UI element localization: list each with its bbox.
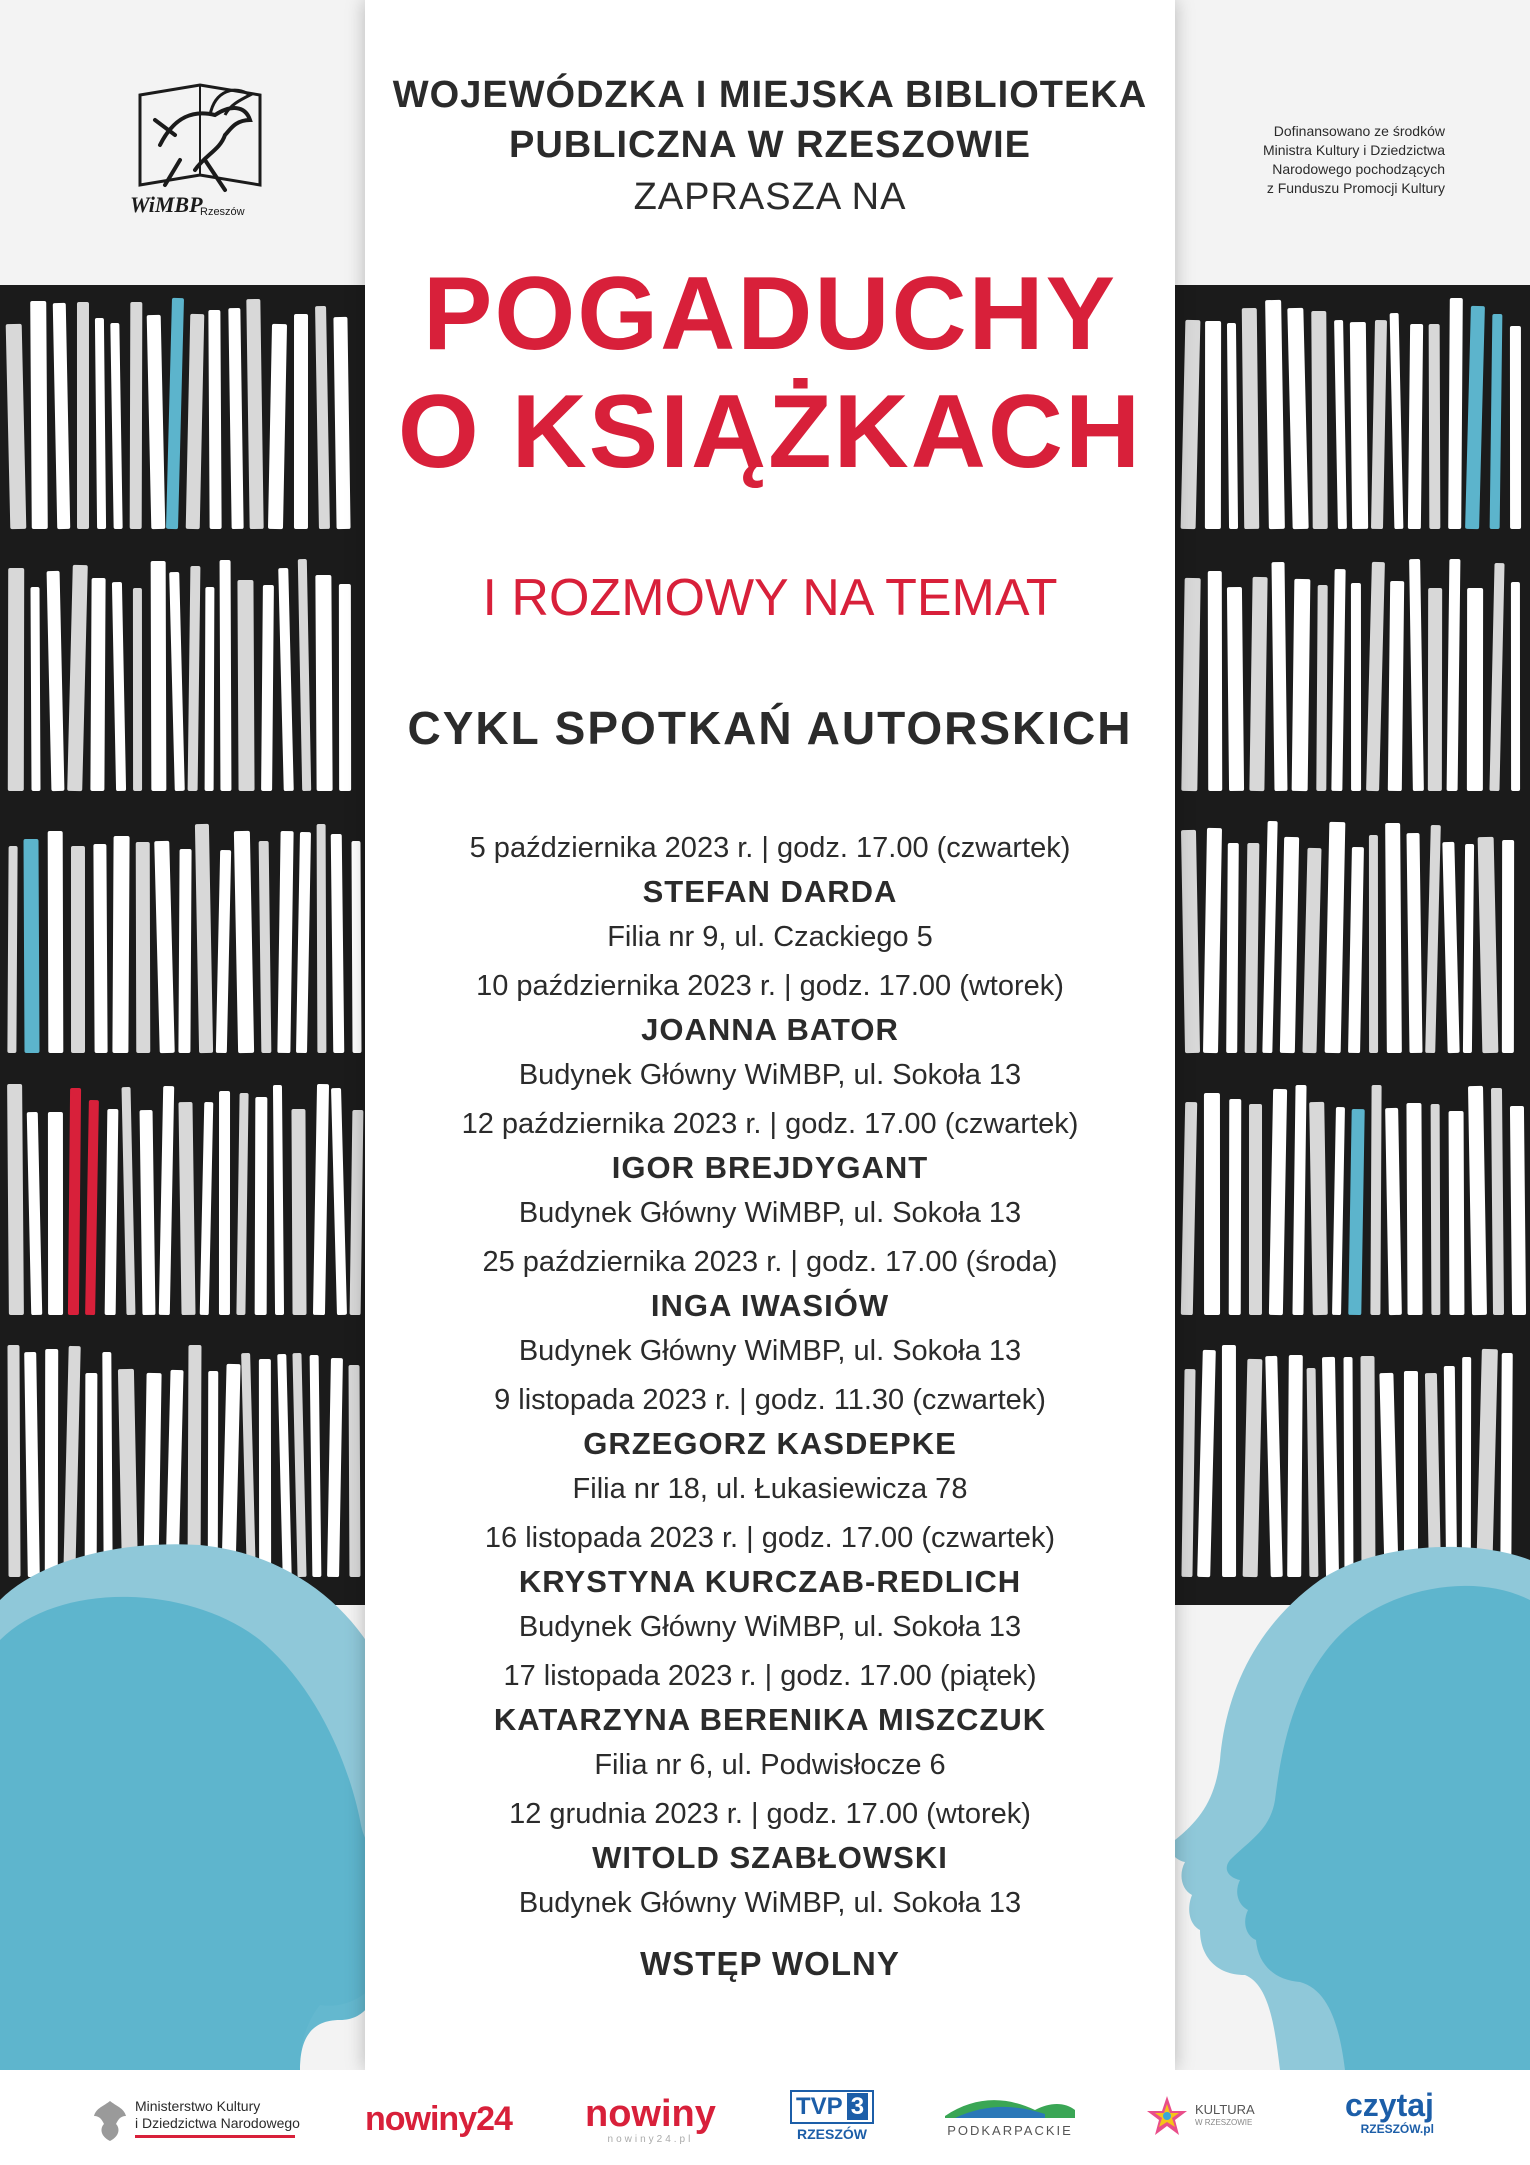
event-place: Budynek Główny WiMBP, ul. Sokoła 13 [518,1197,1022,1229]
event-author: INGA IWASIÓW [650,1288,890,1323]
nowiny-logo-sub: nowiny24.pl [607,2134,694,2145]
book-spine [112,582,126,791]
book-spine [1265,300,1285,529]
event-author: KATARZYNA BERENIKA MISZCZUK [493,1702,1047,1737]
nowiny24-logo: nowiny24 [365,2100,512,2138]
book-spine [1385,823,1402,1053]
funding-line: z Funduszu Promocji Kultury [1266,180,1445,196]
book-spine [1280,837,1299,1053]
book-spine [7,1345,20,1577]
book-spine [48,1112,63,1315]
book-spine [277,1354,291,1577]
book-spine [1181,1369,1195,1577]
event-date: 12 grudnia 2023 r. | godz. 17.00 (wtorek) [509,1798,1031,1830]
book-spine [246,299,263,529]
event-author: JOANNA BATOR [641,1012,899,1047]
book-spine [237,580,254,791]
event-place: Filia nr 6, ul. Podwisłocze 6 [594,1749,946,1781]
book-spine [130,302,143,529]
book-spine [1292,579,1311,791]
book-spine [1502,840,1514,1053]
podkarpackie-text: PODKARPACKIE [947,2123,1073,2138]
event-place: Filia nr 9, ul. Czackiego 5 [607,921,933,953]
wimbp-logo-sub: Rzeszów [200,206,245,218]
book-spine [1309,1102,1328,1315]
book-spine [310,1355,322,1577]
event-date: 9 listopada 2023 r. | godz. 11.30 (czwartek) [494,1384,1046,1416]
book-spine [351,841,361,1053]
book-spine [1478,837,1499,1053]
event-item [365,826,1175,964]
book-spine [48,831,64,1053]
title-line: O KSIĄŻKACH [397,374,1143,490]
book-spine [1490,314,1503,529]
book-spine [1360,1356,1375,1577]
event-author: KRYSTYNA KURCZAB-REDLICH [518,1564,1022,1599]
book-spine [349,1365,361,1577]
tvp3-logo [790,2090,874,2142]
book-spine [186,314,205,529]
event-date: 16 listopada 2023 r. | godz. 17.00 (czwartek) [484,1522,1056,1554]
book-spine [7,1084,24,1315]
event-item [365,1102,1175,1240]
book-spine [1467,588,1483,791]
book-spine [23,839,39,1053]
book-spine [1366,562,1385,791]
book-spine [1442,842,1459,1053]
book-spine [220,560,232,791]
book-spine [234,831,254,1053]
book-spine [1511,582,1520,791]
event-title [365,255,1175,491]
book-spine [1245,843,1260,1053]
tvp-number: 3 [847,2093,868,2120]
event-place: Budynek Główny WiMBP, ul. Sokoła 13 [518,1887,1022,1919]
book-spine [1425,825,1441,1053]
book-spine [331,1088,347,1315]
book-spine [1350,322,1368,529]
book-spine [27,1112,42,1315]
ministry-line: Ministerstwo Kultury [135,2098,261,2114]
book-spine [1465,306,1485,529]
book-spine [313,1084,329,1315]
book-spine [133,588,142,791]
book-spine [317,824,327,1053]
book-spine [105,1109,119,1315]
book-spine [1292,1085,1306,1315]
series-heading: CYKL SPOTKAŃ AUTORSKICH [407,702,1133,754]
funding-line: Ministra Kultury i Dziedzictwa [1262,142,1445,158]
book-spine [259,841,272,1053]
book-spine [166,298,184,529]
book-spine [169,572,185,791]
book-spine [178,1102,195,1315]
book-spine [195,824,213,1053]
book-spine [1227,587,1244,791]
book-spine [102,1352,112,1577]
funding-line: Dofinansowano ze środków [1273,123,1445,139]
book-spine [1406,1103,1422,1315]
book-spine [95,318,106,529]
book-spine [1265,1356,1283,1577]
book-spine [315,575,332,791]
book-spine [1325,822,1346,1053]
event-date: 25 października 2023 r. | godz. 17.00 (środa) [482,1246,1058,1278]
book-spine [294,314,308,529]
book-spine [1334,320,1347,529]
kultura-sub: W RZESZOWIE [1195,2118,1253,2127]
organizer-line: WOJEWÓDZKA I MIEJSKA BIBLIOTEKA [392,74,1148,116]
event-place: Budynek Główny WiMBP, ul. Sokoła 13 [518,1335,1022,1367]
book-spine [1249,577,1267,791]
book-spine [298,559,311,791]
book-spine [1510,1106,1526,1315]
book-spine [1428,588,1442,791]
wimbp-logo-text: WiMBP [130,192,203,217]
event-item [365,1654,1175,1792]
book-spine [1463,844,1474,1053]
book-spine [1489,563,1504,791]
book-spine [1408,324,1423,529]
book-spine [24,1352,40,1577]
book-spine [1371,320,1387,529]
book-spine [31,587,41,791]
nowiny-logo [585,2094,716,2145]
book-spine [1242,308,1259,529]
book-spine [1311,311,1327,529]
podkarpackie-hills-icon [945,2096,1075,2118]
book-spine [1431,1104,1441,1315]
czytaj-text: czytaj [1345,2087,1434,2123]
book-spine [296,832,311,1053]
book-spine [1491,1088,1504,1315]
book-spine [1348,1109,1364,1315]
book-spine [1388,581,1404,791]
event-date: 17 listopada 2023 r. | godz. 17.00 (piątek) [503,1660,1037,1692]
book-spine [90,578,105,791]
event-author: STEFAN DARDA [642,874,898,909]
book-spine [1332,1107,1345,1315]
book-spine [93,844,107,1053]
book-spine [1447,559,1461,791]
book-spine [1222,1345,1236,1577]
book-spine [1448,298,1463,529]
book-spine [291,1109,306,1315]
admission-note: WSTĘP WOLNY [640,1945,900,1982]
book-spine [63,1346,80,1577]
book-spine [8,568,24,791]
book-spine [1262,821,1277,1053]
kultura-star-icon [1145,2094,1189,2138]
book-spine [178,849,191,1053]
book-spine [151,561,167,791]
book-spine [1287,308,1308,529]
book-spine [1229,1099,1242,1315]
book-spine [315,306,330,529]
book-spine [77,302,89,529]
book-spine [188,566,201,791]
event-subtitle: I ROZMOWY NA TEMAT [482,569,1058,627]
book-spine [1181,1102,1197,1315]
title-line: POGADUCHY [422,256,1118,372]
book-spine [68,1088,81,1315]
book-spine [159,1086,174,1315]
book-spine [1181,830,1200,1053]
book-spine [350,1110,364,1315]
eagle-emblem-icon [90,2096,130,2146]
event-item [365,1792,1175,1930]
tvp3-city: RZESZÓW [797,2126,868,2142]
book-spine [1181,578,1200,791]
event-place: Budynek Główny WiMBP, ul. Sokoła 13 [518,1059,1022,1091]
kultura-text: KULTURA [1195,2102,1255,2117]
bookshelf-right [1175,285,1530,1605]
tvp-text: TVP [796,2093,843,2120]
tvp3-box [790,2090,874,2124]
book-spine [1351,583,1361,791]
book-spine [1197,1350,1216,1577]
book-spine [1390,313,1404,529]
book-spine [1269,1089,1287,1315]
organizer-line: PUBLICZNA W RZESZOWIE [509,124,1031,166]
book-spine [1369,835,1378,1053]
event-place: Filia nr 18, ul. Łukasiewicza 78 [572,1473,968,1505]
book-spine [30,301,48,529]
book-spine [1322,1357,1339,1577]
book-spine [216,850,231,1053]
book-spine [292,1353,306,1577]
book-spine [1370,1085,1381,1315]
book-spine [228,308,243,529]
book-spine [331,834,345,1053]
book-spine [47,571,65,791]
event-date: 12 października 2023 r. | godz. 17.00 (czwartek) [461,1108,1079,1140]
book-spine [165,1370,183,1577]
event-place: Budynek Główny WiMBP, ul. Sokoła 13 [518,1611,1022,1643]
book-spine [1510,326,1521,529]
book-spine [118,1369,138,1577]
book-spine [1205,321,1221,529]
event-author: IGOR BREJDYGANT [611,1150,929,1185]
book-spine [1476,1349,1498,1577]
book-spine [136,842,151,1053]
book-spine [1444,1366,1457,1577]
event-list [365,826,1175,1930]
book-spine [1409,559,1424,791]
book-spine [1500,1353,1513,1577]
podkarpackie-logo [945,2096,1075,2138]
book-spine [205,587,215,791]
ministry-underline [135,2135,295,2138]
book-spine [1226,843,1239,1053]
book-spine [1243,1359,1263,1577]
book-spine [147,315,166,529]
ministry-line: i Dziedzictwa Narodowego [135,2115,300,2131]
book-spine [188,1345,202,1577]
book-spine [255,1097,268,1315]
book-spine [333,317,350,529]
book-spine [110,323,122,529]
invite-text: ZAPRASZA NA [633,176,907,218]
book-spine [1307,1368,1319,1577]
book-spine [1385,1108,1402,1315]
book-spine [67,565,88,791]
book-spine [1462,1357,1471,1577]
book-spine [1287,1355,1303,1577]
event-date: 10 października 2023 r. | godz. 17.00 (wtorek) [476,970,1064,1002]
book-spine [1227,323,1238,529]
book-spine [1449,1111,1465,1315]
book-spine [112,836,129,1053]
book-spine [1344,1357,1354,1577]
book-spine [154,841,175,1053]
book-spine [339,584,351,791]
book-spine [273,1085,284,1315]
book-spine [1331,569,1345,791]
book-spine [200,1102,214,1315]
event-author: GRZEGORZ KASDEPKE [583,1426,957,1461]
event-date: 5 października 2023 r. | godz. 17.00 (czwartek) [469,832,1071,864]
book-spine [277,831,293,1053]
nowiny-logo-text: nowiny [585,2093,716,2135]
book-spine [1425,1373,1441,1577]
book-spine [85,1100,99,1315]
book-spine [1203,828,1222,1053]
book-spine [6,324,27,529]
book-spine [261,585,274,791]
book-spine [219,1091,230,1315]
book-spine [1302,848,1321,1053]
book-spine [1404,1371,1418,1577]
book-spine [327,1358,343,1577]
book-spine [1249,1104,1262,1315]
book-spine [1468,1086,1487,1315]
book-spine [71,846,85,1053]
funding-note [1240,122,1445,198]
book-spine [268,324,287,529]
book-spine [278,568,294,791]
bookshelf-left [0,285,365,1605]
funding-line: Narodowego pochodzących [1272,161,1445,177]
book-spine [1181,320,1201,529]
event-item [365,1378,1175,1516]
center-column [365,0,1175,2070]
czytaj-logo [1345,2088,1434,2136]
book-spine [1348,847,1364,1053]
book-spine [53,303,70,529]
book-spine [1272,562,1288,791]
book-spine [143,1373,161,1577]
book-spine [241,1353,256,1577]
book-spine [208,310,221,529]
event-item [365,1240,1175,1378]
book-spine [1316,585,1327,791]
book-spine [1379,1373,1398,1577]
organizer [365,70,1175,170]
book-spine [1407,833,1423,1053]
book-spine [45,1349,58,1577]
book-spine [1429,324,1441,529]
event-author: WITOLD SZABŁOWSKI [592,1840,948,1875]
book-spine [1208,571,1222,791]
book-spine [236,1093,248,1315]
book-spine [7,846,17,1053]
book-spine [221,1364,240,1577]
book-spine [85,1373,98,1577]
czytaj-sub: RZESZÓW.pl [1360,2122,1434,2136]
book-spine [259,1359,271,1577]
book-spine [1204,1093,1220,1315]
event-item [365,1516,1175,1654]
ministry-logo [135,2098,300,2138]
book-spine [140,1110,156,1315]
book-spine [122,1087,136,1315]
book-spine [208,1371,219,1577]
event-item [365,964,1175,1102]
